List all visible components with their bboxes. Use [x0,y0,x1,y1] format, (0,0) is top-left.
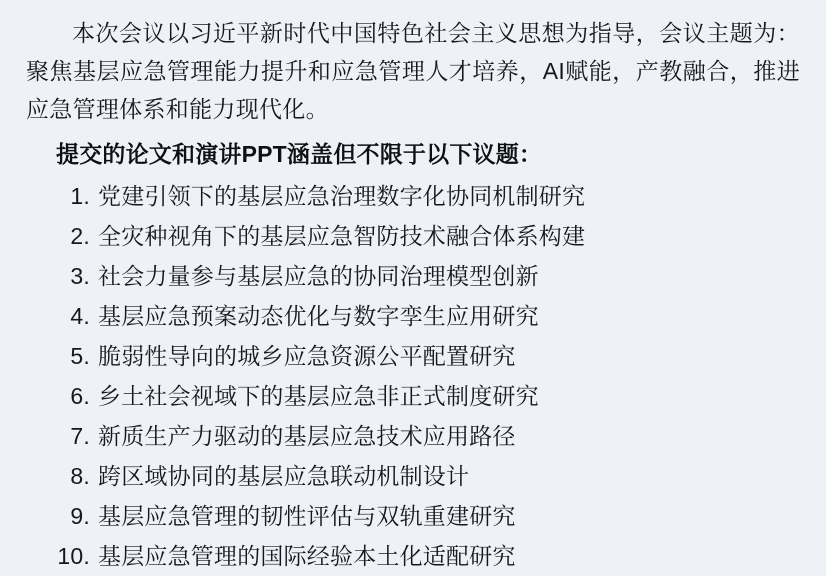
list-item-label: 党建引领下的基层应急治理数字化协同机制研究 [98,183,586,209]
list-item-label: 新质生产力驱动的基层应急技术应用路径 [98,423,516,449]
list-item [26,256,800,296]
list-item-label: 社会力量参与基层应急的协同治理模型创新 [98,263,539,289]
list-item-number: 5. [70,343,90,369]
topic-list [26,176,800,576]
list-item [26,456,800,496]
list-item-number: 2. [70,223,90,249]
list-item-label: 乡土社会视域下的基层应急非正式制度研究 [98,383,539,409]
list-item-number: 1. [70,183,90,209]
list-item [26,536,800,576]
list-item-number: 6. [70,383,90,409]
topics-subheading: 提交的论文和演讲PPT涵盖但不限于以下议题： [56,141,543,167]
list-item [26,296,800,336]
list-item-label: 全灾种视角下的基层应急智防技术融合体系构建 [98,223,586,249]
list-item-label: 基层应急管理的韧性评估与双轨重建研究 [98,503,516,529]
list-item [26,176,800,216]
list-item [26,336,800,376]
list-item [26,416,800,456]
list-item-number: 3. [70,263,90,289]
list-item-number: 8. [70,463,90,489]
list-item [26,376,800,416]
list-item-number: 10. [57,543,90,569]
list-item-label: 基层应急管理的国际经验本土化适配研究 [98,543,516,569]
list-item [26,496,800,536]
intro-paragraph: 本次会议以习近平新时代中国特色社会主义思想为指导，会议主题为：聚焦基层应急管理能力提升和应急管理人才培养，AI赋能，产教融合，推进应急管理体系和能力现代化。 [26,20,800,122]
list-item-label: 脆弱性导向的城乡应急资源公平配置研究 [98,343,516,369]
list-item-number: 4. [70,303,90,329]
list-item-label: 跨区域协同的基层应急联动机制设计 [98,463,470,489]
list-item [26,216,800,256]
list-item-number: 7. [70,423,90,449]
list-item-number: 9. [70,503,90,529]
list-item-label: 基层应急预案动态优化与数字孪生应用研究 [98,303,539,329]
